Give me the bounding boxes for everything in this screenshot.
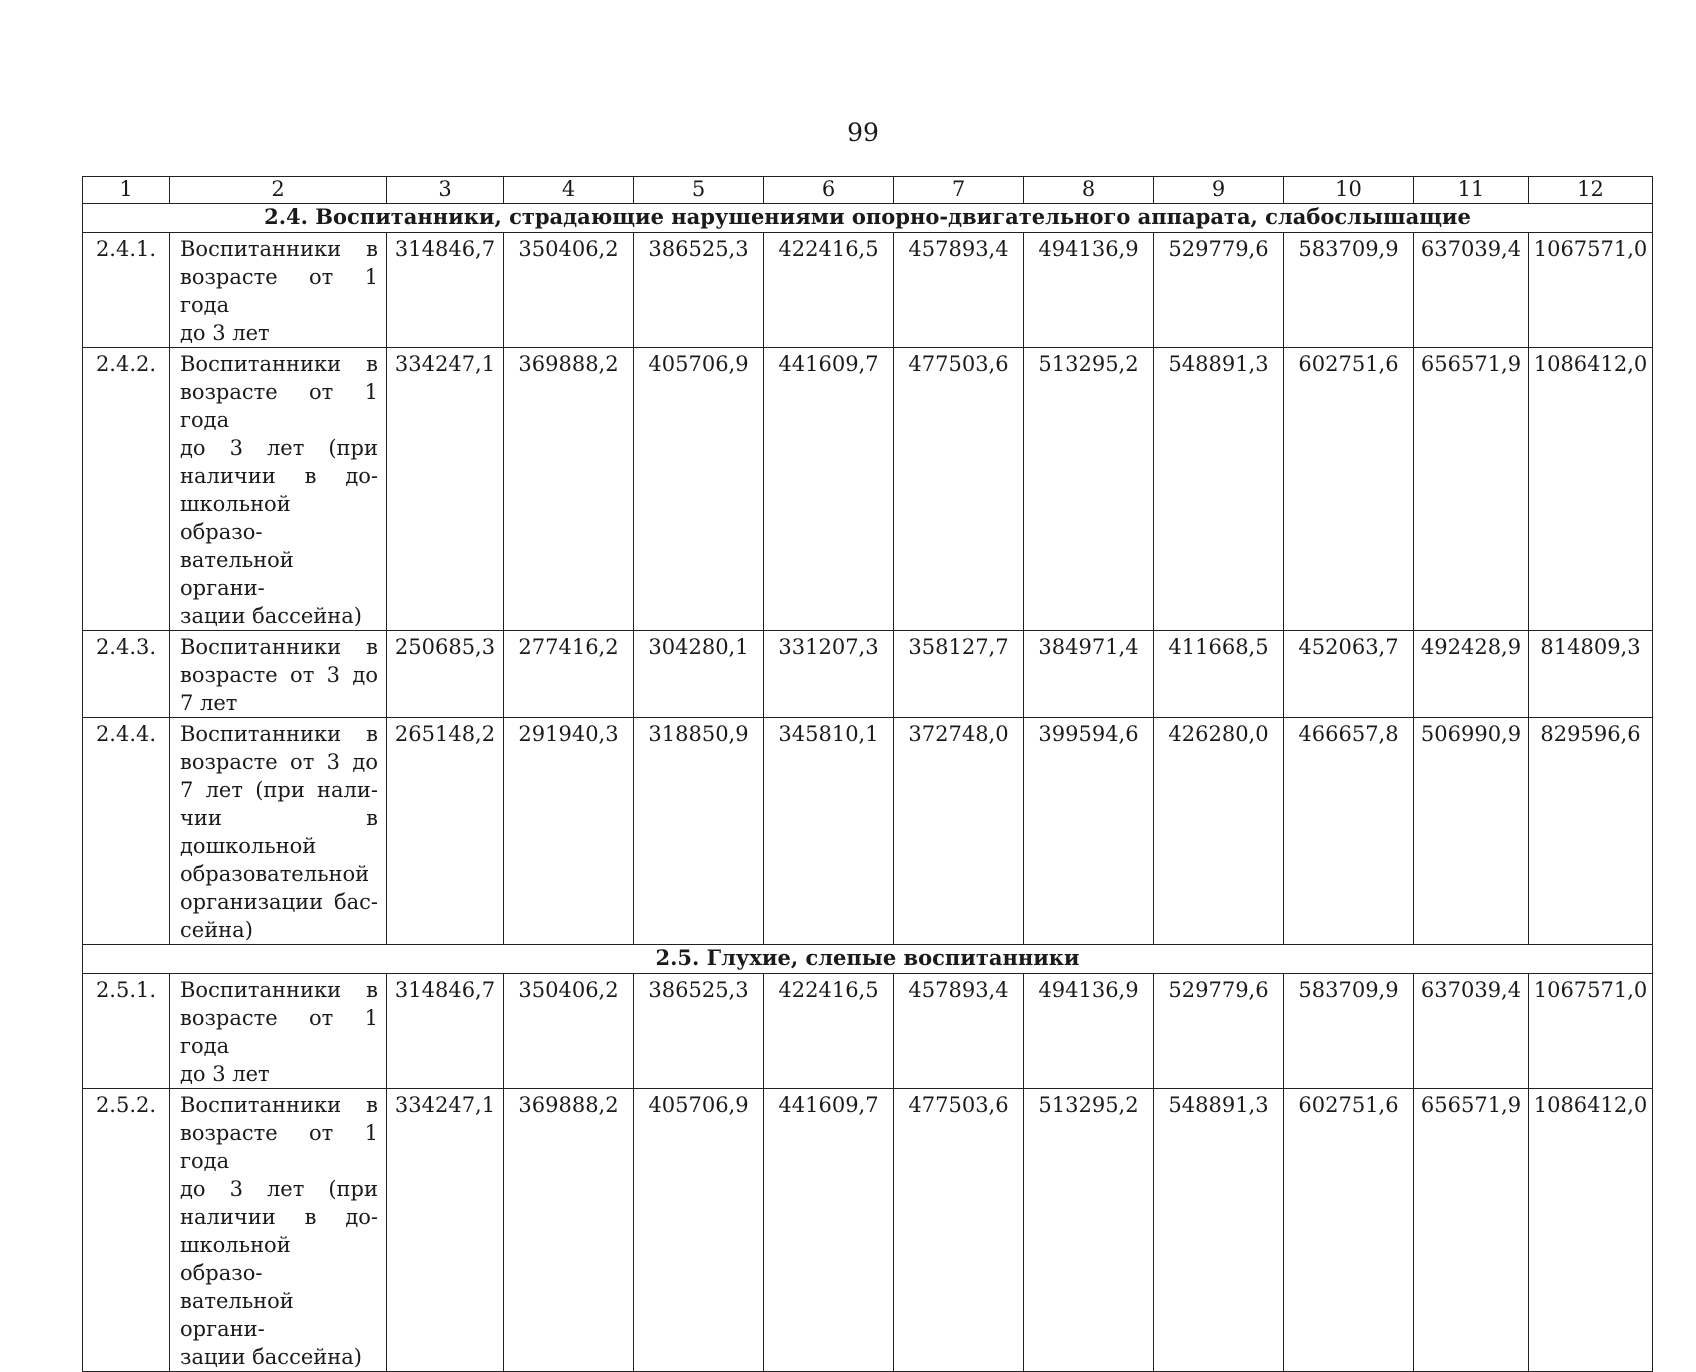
value-cell: 548891,3 <box>1154 348 1284 631</box>
table-row <box>83 1089 1653 1372</box>
section-title: 2.5. Глухие, слепые воспитанники <box>83 945 1653 974</box>
value-cell: 345810,1 <box>764 718 894 945</box>
column-number: 7 <box>894 177 1024 204</box>
description-line: школьной образо- <box>180 1233 291 1285</box>
description-line: чии в дошкольной <box>180 806 378 858</box>
value-cell: 477503,6 <box>894 1089 1024 1372</box>
row-code: 2.4.2. <box>83 348 170 631</box>
description-line: Воспитанники в <box>180 1093 378 1117</box>
value-cell: 350406,2 <box>504 974 634 1089</box>
value-cell: 1086412,0 <box>1529 348 1653 631</box>
value-cell: 513295,2 <box>1024 348 1154 631</box>
value-cell: 466657,8 <box>1284 718 1414 945</box>
value-cell: 506990,9 <box>1414 718 1529 945</box>
column-number: 6 <box>764 177 894 204</box>
description-line: 7 лет <box>180 691 238 715</box>
row-description <box>170 1089 387 1372</box>
value-cell: 350406,2 <box>504 233 634 348</box>
value-cell: 1067571,0 <box>1529 974 1653 1089</box>
description-line: Воспитанники в <box>180 978 378 1002</box>
value-cell: 602751,6 <box>1284 348 1414 631</box>
row-code: 2.5.1. <box>83 974 170 1089</box>
table-row <box>83 631 1653 718</box>
description-line: до 3 лет <box>180 1062 270 1086</box>
value-cell: 602751,6 <box>1284 1089 1414 1372</box>
value-cell: 318850,9 <box>634 718 764 945</box>
value-cell: 372748,0 <box>894 718 1024 945</box>
value-cell: 529779,6 <box>1154 233 1284 348</box>
value-cell: 494136,9 <box>1024 974 1154 1089</box>
value-cell: 399594,6 <box>1024 718 1154 945</box>
description-line: вательной органи- <box>180 1289 294 1341</box>
value-cell: 477503,6 <box>894 348 1024 631</box>
value-cell: 426280,0 <box>1154 718 1284 945</box>
value-cell: 548891,3 <box>1154 1089 1284 1372</box>
column-number: 11 <box>1414 177 1529 204</box>
value-cell: 277416,2 <box>504 631 634 718</box>
value-cell: 405706,9 <box>634 348 764 631</box>
tariff-table <box>82 176 1653 1372</box>
value-cell: 814809,3 <box>1529 631 1653 718</box>
value-cell: 422416,5 <box>764 974 894 1089</box>
column-number: 3 <box>387 177 504 204</box>
value-cell: 457893,4 <box>894 974 1024 1089</box>
row-code: 2.4.3. <box>83 631 170 718</box>
value-cell: 334247,1 <box>387 348 504 631</box>
page-number: 99 <box>847 118 879 147</box>
row-description <box>170 348 387 631</box>
value-cell: 583709,9 <box>1284 233 1414 348</box>
column-number: 8 <box>1024 177 1154 204</box>
value-cell: 331207,3 <box>764 631 894 718</box>
table-row <box>83 233 1653 348</box>
row-description <box>170 631 387 718</box>
description-line: возрасте от 3 до <box>180 663 378 687</box>
value-cell: 583709,9 <box>1284 974 1414 1089</box>
description-line: до 3 лет (при <box>180 1177 378 1201</box>
value-cell: 314846,7 <box>387 974 504 1089</box>
value-cell: 386525,3 <box>634 974 764 1089</box>
value-cell: 529779,6 <box>1154 974 1284 1089</box>
value-cell: 829596,6 <box>1529 718 1653 945</box>
value-cell: 441609,7 <box>764 1089 894 1372</box>
description-line: наличии в до- <box>180 464 378 488</box>
value-cell: 656571,9 <box>1414 348 1529 631</box>
value-cell: 304280,1 <box>634 631 764 718</box>
description-line: возрасте от 1 года <box>180 265 378 317</box>
value-cell: 1086412,0 <box>1529 1089 1653 1372</box>
column-number: 4 <box>504 177 634 204</box>
row-description <box>170 718 387 945</box>
description-line: до 3 лет <box>180 321 270 345</box>
table-row <box>83 348 1653 631</box>
value-cell: 384971,4 <box>1024 631 1154 718</box>
description-line: школьной образо- <box>180 492 291 544</box>
description-line: наличии в до- <box>180 1205 378 1229</box>
description-line: возрасте от 1 года <box>180 380 378 432</box>
section-header-row <box>83 204 1653 233</box>
column-number: 1 <box>83 177 170 204</box>
value-cell: 334247,1 <box>387 1089 504 1372</box>
value-cell: 637039,4 <box>1414 974 1529 1089</box>
description-line: до 3 лет (при <box>180 436 378 460</box>
section-title: 2.4. Воспитанники, страдающие нарушениями опорно-двигательного аппарата, слабослышащие <box>83 204 1653 233</box>
value-cell: 411668,5 <box>1154 631 1284 718</box>
row-description <box>170 974 387 1089</box>
description-line: 7 лет (при нали- <box>180 778 378 802</box>
column-number: 12 <box>1529 177 1653 204</box>
value-cell: 422416,5 <box>764 233 894 348</box>
description-line: зации бассейна) <box>180 1345 362 1369</box>
description-line: сейна) <box>180 918 253 942</box>
description-line: образовательной <box>180 862 370 886</box>
section-header-row <box>83 945 1653 974</box>
description-line: Воспитанники в <box>180 722 378 746</box>
value-cell: 358127,7 <box>894 631 1024 718</box>
row-code: 2.4.4. <box>83 718 170 945</box>
description-line: Воспитанники в <box>180 635 378 659</box>
description-line: возрасте от 3 до <box>180 750 378 774</box>
value-cell: 369888,2 <box>504 348 634 631</box>
value-cell: 492428,9 <box>1414 631 1529 718</box>
value-cell: 1067571,0 <box>1529 233 1653 348</box>
column-number: 9 <box>1154 177 1284 204</box>
table-row <box>83 974 1653 1089</box>
table-body <box>83 177 1653 1372</box>
description-line: возрасте от 1 года <box>180 1006 378 1058</box>
value-cell: 637039,4 <box>1414 233 1529 348</box>
value-cell: 386525,3 <box>634 233 764 348</box>
row-description <box>170 233 387 348</box>
table-row <box>83 718 1653 945</box>
description-line: Воспитанники в <box>180 237 378 261</box>
value-cell: 369888,2 <box>504 1089 634 1372</box>
value-cell: 291940,3 <box>504 718 634 945</box>
column-number: 10 <box>1284 177 1414 204</box>
value-cell: 441609,7 <box>764 348 894 631</box>
value-cell: 457893,4 <box>894 233 1024 348</box>
column-number-row <box>83 177 1653 204</box>
description-line: возрасте от 1 года <box>180 1121 378 1173</box>
value-cell: 314846,7 <box>387 233 504 348</box>
value-cell: 452063,7 <box>1284 631 1414 718</box>
column-number: 5 <box>634 177 764 204</box>
value-cell: 656571,9 <box>1414 1089 1529 1372</box>
value-cell: 250685,3 <box>387 631 504 718</box>
value-cell: 494136,9 <box>1024 233 1154 348</box>
description-line: организации бас- <box>180 890 378 914</box>
row-code: 2.5.2. <box>83 1089 170 1372</box>
value-cell: 265148,2 <box>387 718 504 945</box>
value-cell: 405706,9 <box>634 1089 764 1372</box>
value-cell: 513295,2 <box>1024 1089 1154 1372</box>
column-number: 2 <box>170 177 387 204</box>
description-line: зации бассейна) <box>180 604 362 628</box>
description-line: вательной органи- <box>180 548 294 600</box>
row-code: 2.4.1. <box>83 233 170 348</box>
description-line: Воспитанники в <box>180 352 378 376</box>
